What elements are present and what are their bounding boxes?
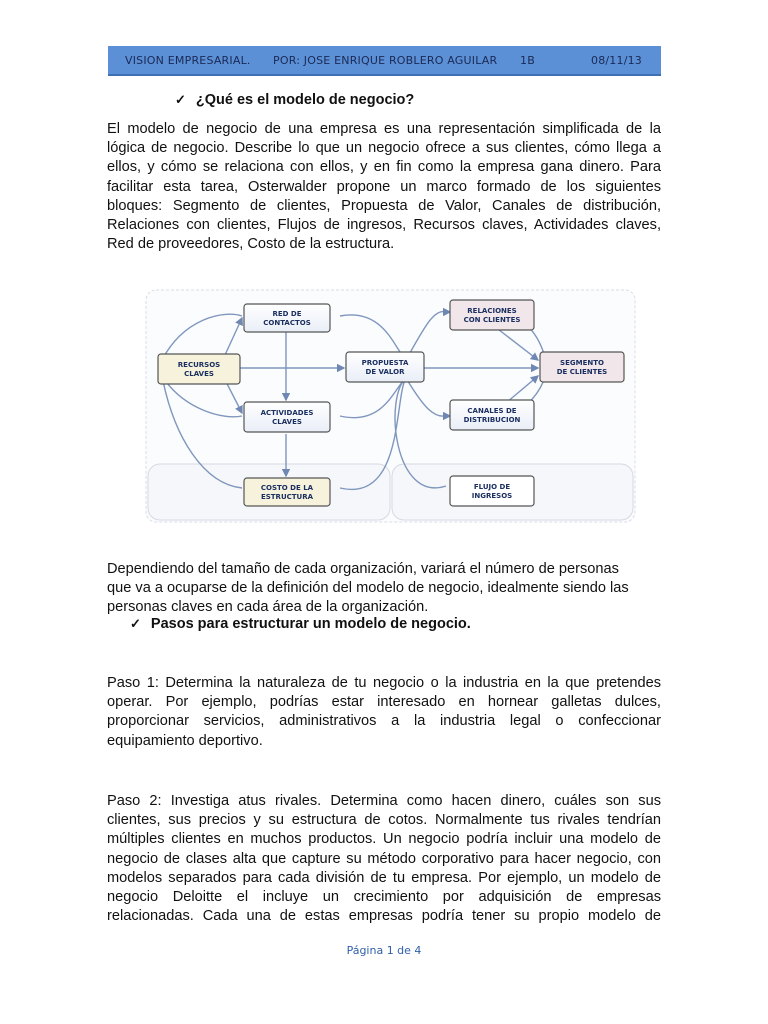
checkmark-icon: ✓: [130, 616, 141, 631]
text-line: facilitar esta tarea, Osterwalder propone un marco formado de los siguientes: [107, 178, 661, 195]
text-line: personas claves en cada área de la organización.: [107, 599, 429, 616]
node-segmento-clientes: [540, 352, 624, 382]
text-line: operar. Por ejemplo, podrías estar interesado en hornear galletas dulces,: [107, 694, 661, 711]
text-line: negocio Deloitte el incluye un crecimiento por adquisición de empresas: [107, 889, 661, 906]
header-author: POR: JOSE ENRIQUE ROBLERO AGUILAR: [273, 53, 498, 67]
section-heading-1-text: ¿Qué es el modelo de negocio?: [195, 92, 415, 108]
organization-paragraph: [107, 560, 661, 618]
section-heading-2: [130, 616, 471, 632]
header-title: VISION EMPRESARIAL.: [125, 53, 251, 67]
node-recursos-claves: [158, 354, 240, 384]
node-label: CLAVES: [272, 418, 302, 426]
text-line: lógica de negocio. Describe lo que un negocio ofrece a sus clientes, cómo llega a: [107, 140, 661, 157]
node-flujo-ingresos: [450, 476, 534, 506]
node-label: RECURSOS: [177, 361, 221, 369]
section-heading-1: [175, 92, 414, 108]
step-2-paragraph: [107, 792, 661, 926]
node-label: DE CLIENTES: [556, 368, 608, 376]
node-red-contactos: [244, 304, 330, 332]
page-footer: [0, 944, 768, 957]
node-label: SEGMENTO: [560, 359, 604, 367]
node-label: ESTRUCTURA: [260, 493, 314, 501]
node-label: DISTRIBUCION: [463, 416, 521, 424]
text-line: ellos, y cómo se relaciona con ellos, y en fin como la empresa gana dinero. Para: [107, 159, 661, 176]
page-number: Página 1 de 4: [346, 944, 422, 957]
text-line: Paso 1: Determina la naturaleza de tu negocio o la industria en la que pretendes: [107, 675, 661, 691]
node-label: CON CLIENTES: [463, 316, 521, 324]
node-canales-distribucion: [450, 400, 534, 430]
node-label: COSTO DE LA: [260, 484, 314, 492]
intro-paragraph: [107, 120, 661, 254]
node-label: ACTIVIDADES: [260, 409, 314, 417]
node-label: CANALES DE: [467, 407, 517, 415]
checkmark-icon: ✓: [175, 92, 186, 107]
header-date: 08/11/13: [591, 53, 643, 67]
node-relaciones-clientes: [450, 300, 534, 330]
node-label: INGRESOS: [471, 492, 513, 500]
text-line: Dependiendo del tamaño de cada organización, variará el número de personas: [107, 561, 619, 577]
node-propuesta-valor: [346, 352, 424, 382]
header-group: 1B: [520, 53, 535, 67]
text-line: El modelo de negocio de una empresa es una representación simplificada de la: [107, 121, 661, 137]
node-actividades-claves: [244, 402, 330, 432]
node-label: CLAVES: [184, 370, 214, 378]
step-1-paragraph: [107, 674, 661, 751]
text-line: clientes, sus precios y su estructura de cotos. Normalmente tus rivales tendrían: [107, 812, 661, 829]
text-line: negocio de clases alta que capture su método corporativo para hacer negocio, con: [107, 850, 661, 867]
text-line: que va a ocuparse de la definición del modelo de negocio, idealmente siendo las: [107, 580, 629, 597]
text-line: modelos separados para cada división de tu empresa. Por ejemplo, un modelo de: [107, 869, 661, 886]
node-label: DE VALOR: [365, 368, 405, 376]
node-label: PROPUESTA: [361, 359, 409, 367]
node-label: RELACIONES: [467, 307, 517, 315]
node-label: FLUJO DE: [473, 483, 511, 491]
text-line: relacionadas. Cada una de estas empresas podría tener su propio modelo de: [107, 908, 661, 925]
node-costo-estructura: [244, 478, 330, 506]
text-line: bloques: Segmento de clientes, Propuesta de Valor, Canales de distribución,: [107, 197, 661, 214]
text-line: Relaciones con clientes, Flujos de ingresos, Recursos claves, Actividades claves,: [107, 217, 661, 234]
section-heading-2-text: Pasos para estructurar un modelo de negocio.: [150, 616, 471, 632]
text-line: Red de proveedores, Costo de la estructura.: [107, 236, 395, 253]
page-header: [108, 46, 661, 76]
text-line: proporcionar servicios, administrativos a la industria legal o confeccionar: [107, 713, 661, 730]
text-line: Paso 2: Investiga atus rivales. Determina como hacen dinero, cuáles son sus: [107, 793, 661, 809]
text-line: equipamiento deportivo.: [107, 732, 263, 749]
node-label: RED DE: [272, 310, 302, 318]
node-label: CONTACTOS: [263, 319, 311, 327]
business-model-diagram: [144, 288, 637, 524]
text-line: múltiples clientes en muchos productos. Un negocio podría incluir una modelo de: [107, 831, 661, 848]
